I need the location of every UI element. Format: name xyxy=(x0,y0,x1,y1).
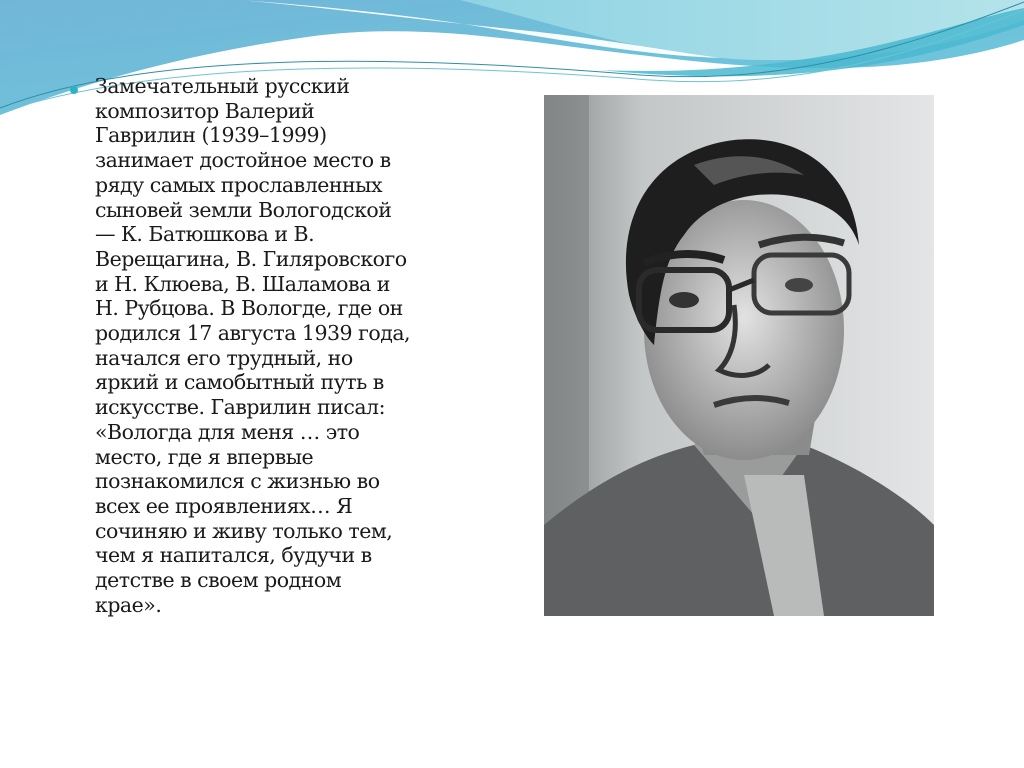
text-line: Верещагина, В. Гиляровского xyxy=(95,246,407,271)
bullet-point-icon xyxy=(70,86,78,94)
text-line: искусстве. Гаврилин писал: xyxy=(95,395,385,420)
text-line: место, где я впервые xyxy=(95,444,314,469)
text-line: детстве в своем родном xyxy=(95,568,342,593)
biography-paragraph xyxy=(95,74,455,617)
text-line: начался его трудный, но xyxy=(95,345,353,370)
text-line: крае». xyxy=(95,592,162,617)
text-line: «Вологда для меня … это xyxy=(95,419,360,444)
text-line: познакомился с жизнью во xyxy=(95,469,380,494)
text-line: Гаврилин (1939–1999) xyxy=(95,123,327,148)
text-line: — К. Батюшкова и В. xyxy=(95,222,315,247)
text-line: занимает достойное место в xyxy=(95,148,391,173)
text-line: сочиняю и живу только тем, xyxy=(95,518,393,543)
text-line: всех ее проявлениях… Я xyxy=(95,493,353,518)
text-line: чем я напитался, будучи в xyxy=(95,543,372,568)
portrait-image xyxy=(544,95,934,616)
text-line: Н. Рубцова. В Вологде, где он xyxy=(95,296,403,321)
text-line: и Н. Клюева, В. Шаламова и xyxy=(95,271,390,296)
text-line: яркий и самобытный путь в xyxy=(95,370,384,395)
text-line: ряду самых прославленных xyxy=(95,172,383,197)
text-line: родился 17 августа 1939 года, xyxy=(95,321,411,346)
text-line: сыновей земли Вологодской xyxy=(95,197,392,222)
text-line: композитор Валерий xyxy=(95,98,315,123)
portrait-sketch xyxy=(544,95,934,616)
text-line: Замечательный русский xyxy=(95,74,350,98)
